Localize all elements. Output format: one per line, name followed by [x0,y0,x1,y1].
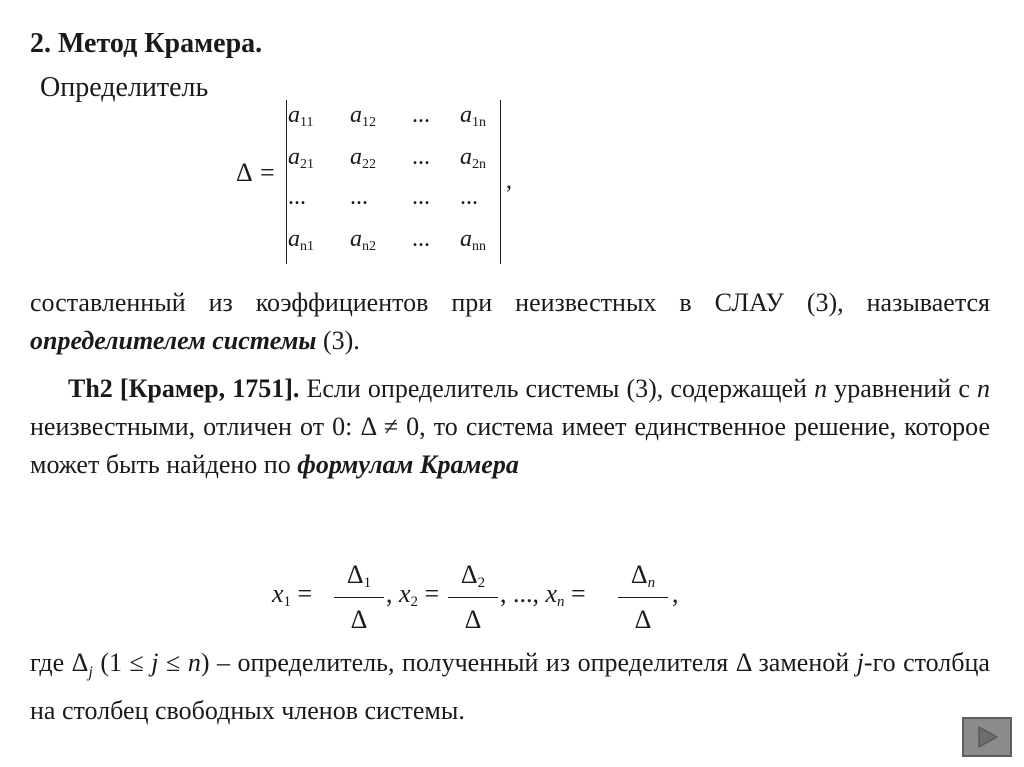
explanation-paragraph: где $\Delta_j$ (1 ≤ j ≤ n) – определитель, полученный из определителя Δ заменой j-го столбца на столбец свободных членов системы. [30,648,990,726]
det-comma: , [506,168,512,194]
theorem-paragraph: Th2 [Крамер, 1751]. Если определитель системы (3), содержащей n уравнений с n неизвестными, отличен от 0: Δ ≠ 0, то система имеет единственное решение, которое может быть найдено по формулам Крамера [30,374,991,479]
fraction-1: $\Delta_1$ Δ [334,555,384,640]
det-cell: ... [412,144,430,170]
det-cell: $a_{n2}$ [350,226,376,254]
det-equals: = [260,158,275,187]
det-row [288,144,500,184]
determinant-formula [236,96,536,266]
det-cell: $a_{22}$ [350,144,376,172]
emphasis-term: определителем системы [30,326,317,355]
cramer-formula [272,555,712,645]
det-left-bar [286,100,287,264]
det-cell: $a_{n1}$ [288,226,314,254]
det-row [288,226,500,266]
theorem-label: Th2 [Крамер, 1751]. [68,374,300,403]
det-cell: $a_{nn}$ [460,226,486,254]
det-cell: $a_{2n}$ [460,144,486,172]
x2-term: , $x_2$ = [386,579,440,610]
det-cell: ... [412,226,430,252]
det-row [288,102,500,142]
det-cell: $a_{1n}$ [460,102,486,130]
xn-term: , ..., $x_n$ = [500,579,586,610]
det-row [288,184,500,224]
det-cell: ... [460,184,478,210]
emphasis-term: формулам Крамера [297,450,519,479]
next-slide-button[interactable] [962,717,1012,757]
det-cell: $a_{12}$ [350,102,376,130]
det-delta: Δ [236,158,253,187]
det-cell: ... [412,184,430,210]
det-cell: $a_{21}$ [288,144,314,172]
det-cell: ... [412,102,430,128]
fraction-2: $\Delta_2$ Δ [448,555,498,640]
formula-comma: , [672,579,679,608]
fraction-n: $\Delta_n$ Δ [618,555,668,640]
det-right-bar [500,100,501,264]
play-next-icon [974,724,1000,750]
x1-term: $x_1$ = [272,579,313,610]
definition-paragraph: составленный из коэффициентов при неизвестных в СЛАУ (3), называется определителем системы (3). [30,288,990,355]
section-subtitle: Определитель [40,72,209,103]
det-cell: ... [350,184,368,210]
section-title: 2. Метод Крамера. [30,28,263,59]
det-cell: $a_{11}$ [288,102,314,130]
det-cell: ... [288,184,306,210]
